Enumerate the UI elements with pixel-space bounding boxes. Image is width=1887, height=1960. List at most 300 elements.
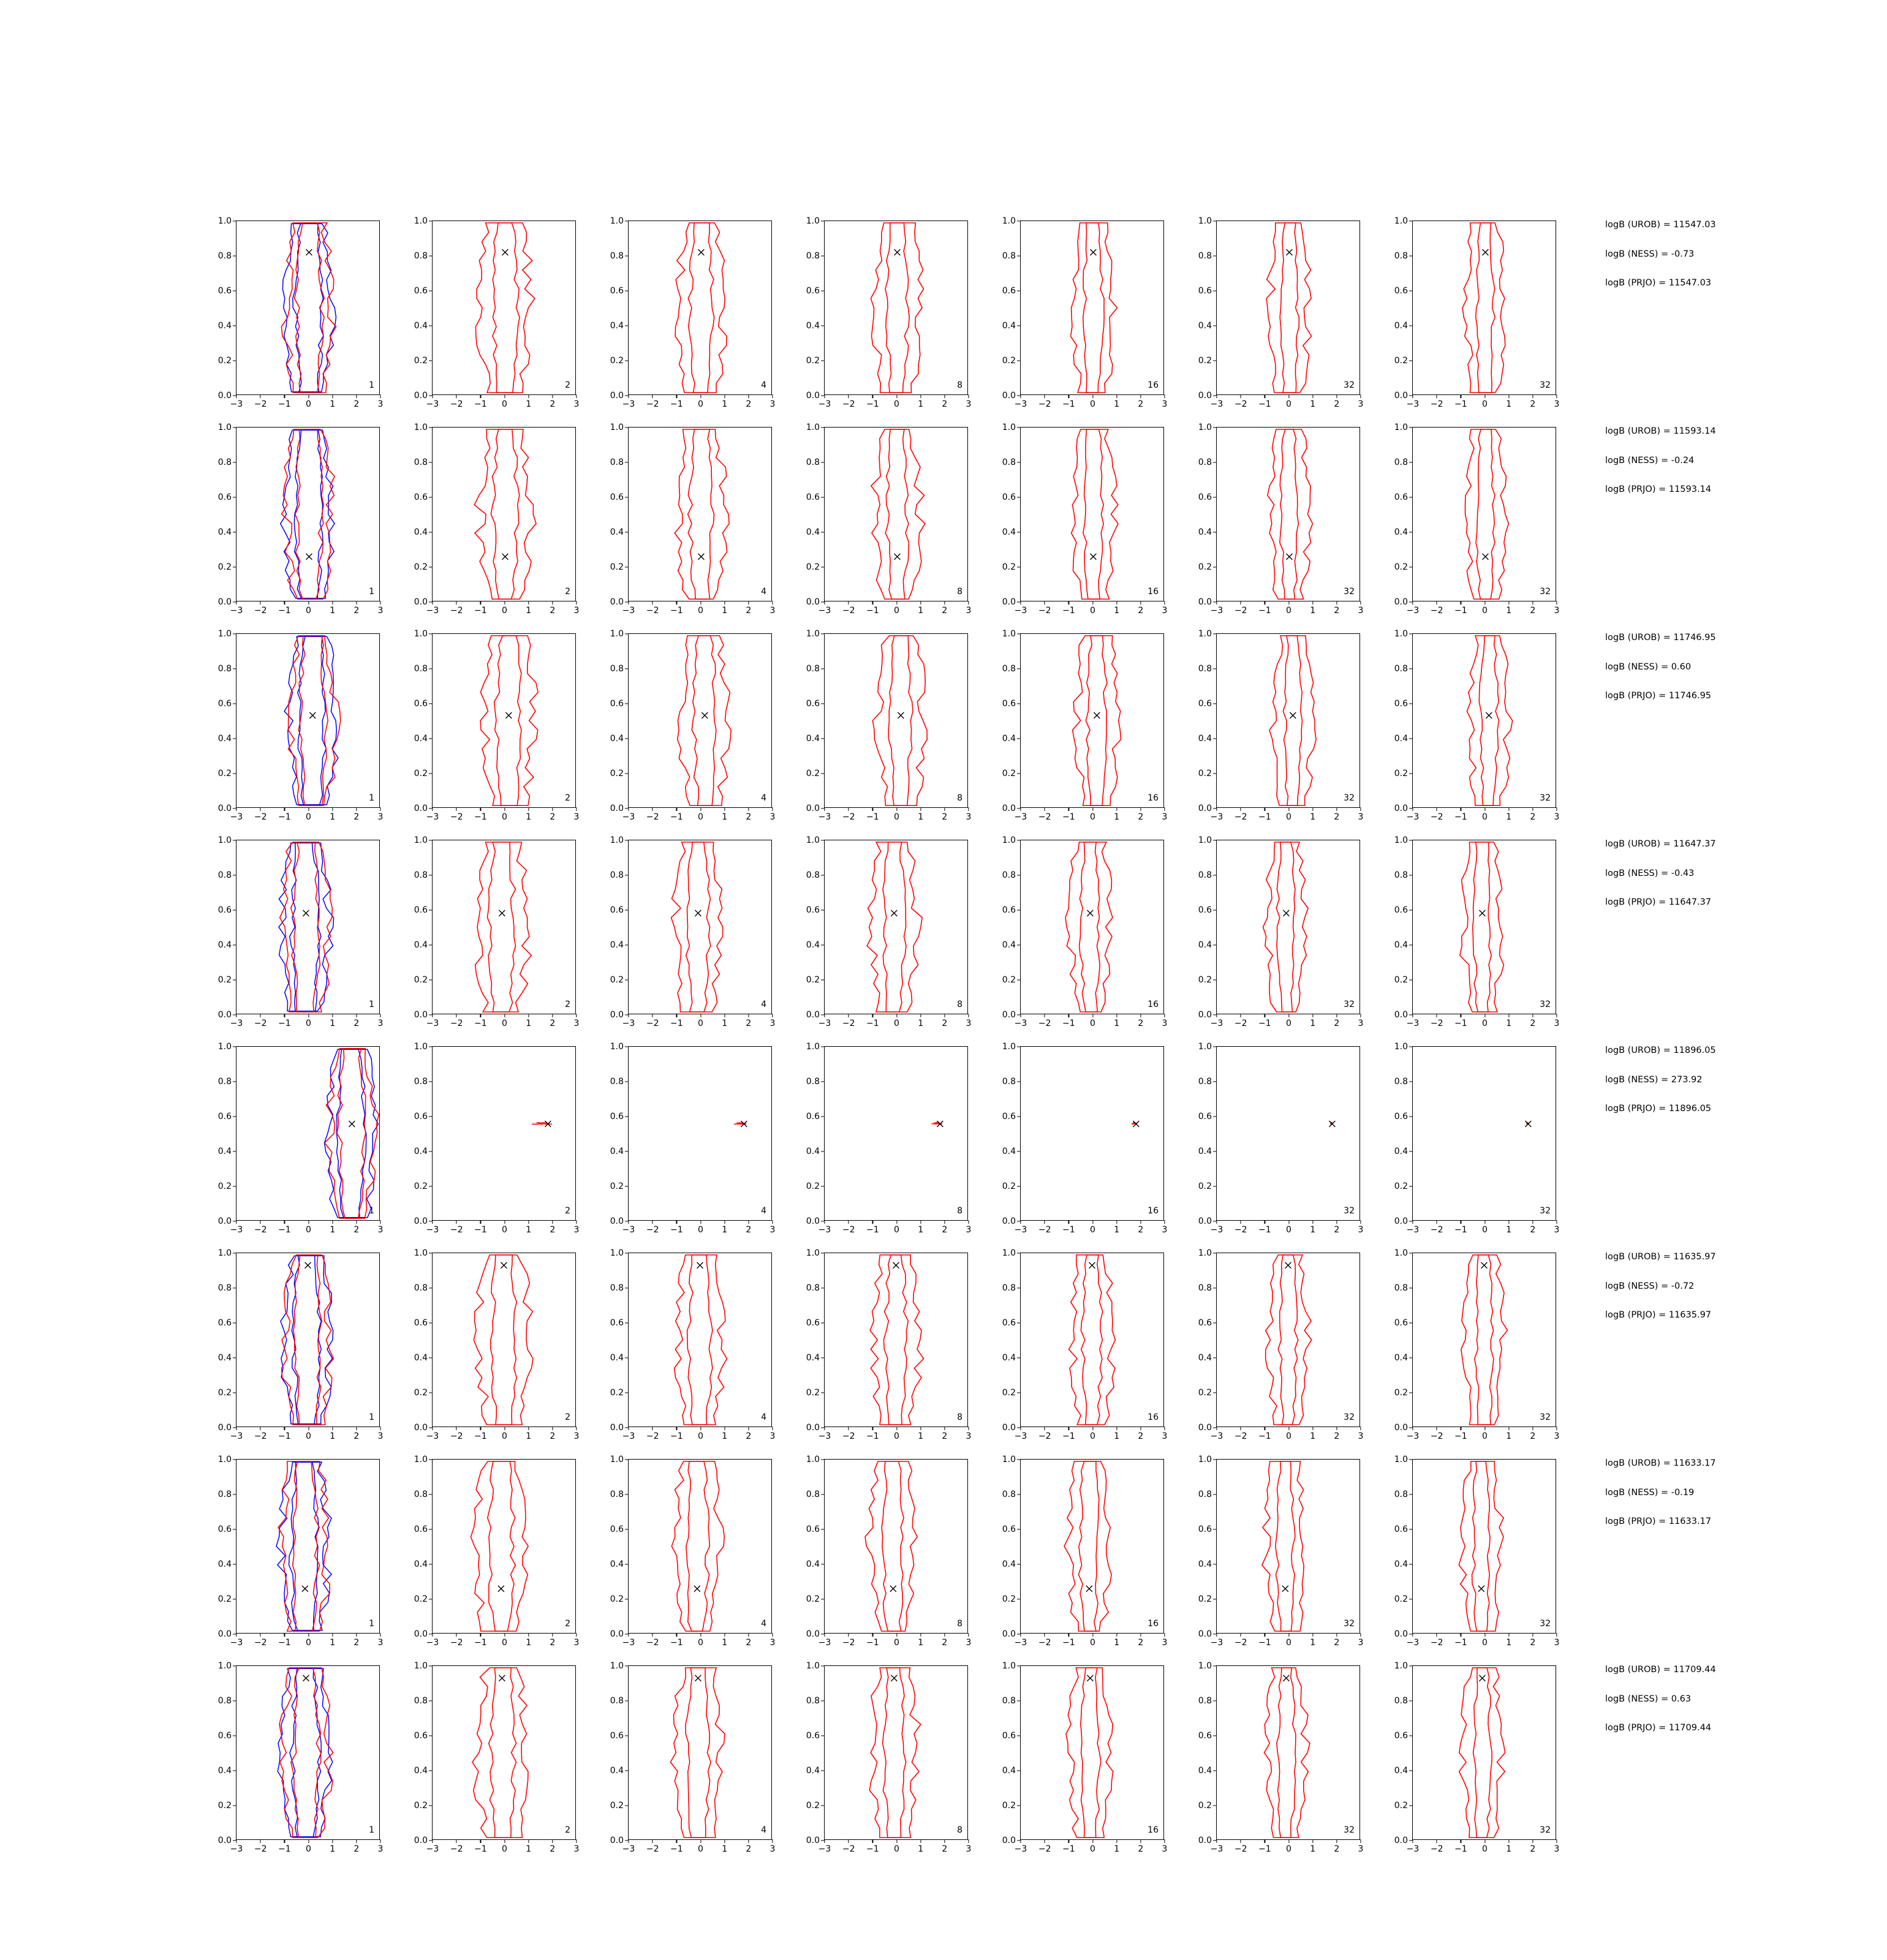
x-tick-label: −3 [426, 1431, 439, 1441]
panel-index-label: 32 [1540, 587, 1551, 597]
x-tick-mark [1336, 1220, 1337, 1224]
contour-axes[interactable] [806, 1248, 972, 1441]
y-tick-label: 0.2 [1394, 1388, 1408, 1398]
y-tick-label: 0.8 [610, 870, 624, 880]
subplot-cell [1378, 1455, 1560, 1648]
x-tick-mark [504, 1633, 505, 1637]
contour-axes[interactable] [1198, 1248, 1364, 1441]
x-tick-label: 1 [1114, 399, 1120, 409]
x-tick-label: 1 [330, 812, 336, 822]
y-tick-label: 0.6 [806, 1525, 820, 1534]
y-tick-label: 1.0 [1394, 629, 1408, 639]
x-tick-label: −1 [866, 1638, 879, 1648]
x-tick-mark [1092, 1427, 1093, 1430]
contour-axes[interactable] [217, 835, 384, 1028]
x-tick-label: 0 [1286, 1225, 1291, 1235]
x-tick-mark [332, 1220, 333, 1224]
x-tick-label: 3 [770, 1844, 776, 1854]
y-tick-label: 0.6 [1394, 286, 1408, 296]
subplot-cell [398, 835, 580, 1028]
contour-axes[interactable] [1198, 423, 1364, 616]
x-tick-mark [1092, 1839, 1093, 1843]
y-tick-label: 0.4 [1394, 1147, 1408, 1156]
x-tick-mark [1484, 1427, 1485, 1430]
contour-axes[interactable] [1394, 835, 1560, 1028]
y-tick-label: 0.8 [414, 1696, 428, 1706]
x-tick-mark [1116, 1839, 1117, 1843]
y-tick-label: 0.4 [1002, 1766, 1016, 1776]
x-tick-mark [356, 1427, 357, 1430]
x-tick-label: 1 [1506, 812, 1512, 822]
x-tick-label: −1 [1454, 1431, 1467, 1441]
contour-axes[interactable] [610, 423, 776, 616]
x-tick-mark [1164, 1427, 1165, 1430]
y-tick-label: 0.0 [217, 1629, 232, 1639]
x-tick-mark [1116, 601, 1117, 605]
x-tick-mark [724, 1839, 725, 1843]
y-tick-label: 0.6 [1002, 905, 1016, 915]
contour-axes[interactable] [1198, 629, 1364, 822]
x-tick-label: −1 [1062, 1844, 1075, 1854]
x-tick-label: 0 [502, 1638, 507, 1648]
row-annotations [1605, 633, 1887, 721]
y-tick-label: 0.0 [1394, 1836, 1408, 1845]
x-tick-label: 0 [306, 399, 311, 409]
x-tick-mark [1336, 394, 1337, 398]
contour-axes[interactable] [806, 1042, 972, 1235]
y-tick-label: 0.0 [414, 804, 428, 813]
x-tick-mark [1216, 1220, 1217, 1224]
contour-axes[interactable] [217, 1455, 384, 1648]
contour-axes[interactable] [1198, 216, 1364, 409]
x-tick-mark [284, 1427, 285, 1430]
annotation-text: logB (NESS) = -0.72 [1605, 1281, 1695, 1291]
x-tick-label: −3 [622, 606, 635, 616]
x-tick-mark [1508, 1839, 1509, 1843]
x-tick-label: 3 [377, 606, 384, 616]
x-tick-mark [872, 1014, 873, 1017]
x-tick-label: −2 [646, 1019, 659, 1028]
x-tick-mark [284, 394, 285, 398]
y-tick-label: 0.0 [610, 1216, 624, 1226]
x-tick-label: 3 [573, 1431, 580, 1441]
x-tick-mark [1336, 807, 1337, 811]
subplot-cell [398, 216, 580, 409]
x-tick-label: −1 [474, 1638, 487, 1648]
x-tick-label: 3 [1162, 1638, 1168, 1648]
x-tick-label: 3 [770, 399, 776, 409]
contour-axes[interactable] [806, 1455, 972, 1648]
y-tick-label: 0.6 [610, 1318, 624, 1328]
x-tick-mark [872, 394, 873, 398]
x-tick-label: −2 [1234, 1019, 1247, 1028]
contour-axes[interactable] [1002, 1661, 1168, 1854]
y-tick-label: 0.8 [1198, 1283, 1212, 1293]
contour-axes[interactable] [1198, 1042, 1364, 1235]
truth-marker-x [891, 1675, 897, 1681]
contour-axes[interactable] [1002, 1248, 1168, 1441]
panel-index-label: 32 [1344, 1412, 1355, 1422]
x-tick-mark [356, 601, 357, 605]
x-tick-label: 1 [1506, 1844, 1512, 1854]
subplot-cell [398, 1455, 580, 1648]
contour-axes[interactable] [1394, 629, 1560, 822]
contour-axes[interactable] [1394, 1042, 1560, 1235]
x-tick-label: 1 [330, 1225, 336, 1235]
x-tick-mark [920, 1633, 921, 1637]
x-tick-mark [308, 1014, 309, 1017]
panel-index-label: 8 [957, 380, 962, 390]
x-tick-mark [748, 1220, 749, 1224]
x-tick-label: 3 [1162, 812, 1168, 822]
x-tick-mark [1412, 807, 1413, 811]
x-tick-label: 0 [1090, 1431, 1095, 1441]
x-tick-label: 1 [330, 399, 336, 409]
x-tick-label: −1 [278, 1844, 291, 1854]
y-tick-label: 0.6 [1394, 1731, 1408, 1741]
y-tick-label: 1.0 [806, 835, 820, 845]
x-tick-mark [332, 394, 333, 398]
subplot-cell [202, 629, 384, 822]
x-tick-label: 2 [354, 1225, 360, 1235]
x-tick-mark [628, 1633, 629, 1637]
y-tick-label: 0.4 [610, 734, 624, 744]
annotation-text: logB (NESS) = 273.92 [1605, 1074, 1703, 1085]
contour-axes[interactable] [1394, 216, 1560, 409]
y-tick-label: 0.8 [1394, 1283, 1408, 1293]
contour-axes[interactable] [414, 1455, 580, 1648]
x-tick-mark [1336, 1427, 1337, 1430]
contour-axes[interactable] [806, 423, 972, 616]
x-tick-label: 0 [1090, 812, 1095, 822]
x-tick-mark [824, 1220, 825, 1224]
x-tick-label: −1 [670, 606, 683, 616]
x-tick-mark [1092, 1014, 1093, 1017]
x-tick-label: 2 [942, 1638, 948, 1648]
x-tick-mark [260, 1633, 261, 1637]
x-tick-mark [1360, 601, 1361, 605]
x-tick-label: 0 [1482, 399, 1488, 409]
panel-index-label: 32 [1540, 1000, 1551, 1009]
x-tick-label: −3 [818, 1019, 831, 1028]
x-tick-mark [1360, 394, 1361, 398]
subplot-cell [594, 216, 776, 409]
x-tick-label: −2 [1234, 1431, 1247, 1441]
contour-lines [629, 840, 771, 1014]
x-tick-mark [308, 1633, 309, 1637]
x-tick-mark [748, 601, 749, 605]
contour-axes[interactable] [806, 629, 972, 822]
x-tick-label: −3 [230, 606, 243, 616]
x-tick-mark [1068, 1427, 1069, 1430]
contour-axes[interactable] [217, 1248, 384, 1441]
x-tick-label: −1 [1258, 399, 1271, 409]
x-tick-label: 0 [502, 1431, 507, 1441]
subplot-cell [202, 835, 384, 1028]
contour-axes[interactable] [217, 1042, 384, 1235]
panel-index-label: 2 [565, 1206, 570, 1216]
contour-lines [825, 221, 967, 394]
row-annotations [1605, 1253, 1887, 1340]
x-tick-mark [700, 394, 701, 398]
x-tick-label: −2 [254, 606, 267, 616]
x-tick-mark [1484, 1633, 1485, 1637]
contour-axes[interactable] [610, 1661, 776, 1854]
contour-axes[interactable] [1198, 1661, 1364, 1854]
contour-lines [629, 1253, 771, 1427]
x-tick-mark [480, 394, 481, 398]
y-tick-label: 0.8 [1394, 1490, 1408, 1499]
contour-axes[interactable] [610, 1042, 776, 1235]
x-tick-label: 0 [502, 1225, 507, 1235]
y-tick-label: 0.8 [806, 251, 820, 261]
contour-axes[interactable] [414, 423, 580, 616]
x-tick-mark [528, 1220, 529, 1224]
x-tick-label: −3 [622, 399, 635, 409]
contour-axes[interactable] [1002, 216, 1168, 409]
x-tick-mark [260, 1839, 261, 1843]
x-tick-label: 0 [1482, 812, 1488, 822]
x-tick-label: −2 [254, 399, 267, 409]
contour-axes[interactable] [610, 835, 776, 1028]
y-tick-label: 0.2 [414, 1801, 428, 1811]
subplot-cell [398, 629, 580, 822]
x-tick-label: 2 [354, 1019, 360, 1028]
x-tick-mark [1412, 394, 1413, 398]
contour-axes[interactable] [414, 629, 580, 822]
y-tick-label: 0.2 [1394, 769, 1408, 778]
truth-marker-x [501, 1262, 507, 1268]
x-tick-mark [676, 1839, 677, 1843]
x-tick-mark [676, 1427, 677, 1430]
contour-axes[interactable] [1002, 423, 1168, 616]
x-tick-mark [772, 1839, 773, 1843]
x-tick-label: 1 [722, 812, 728, 822]
contour-axes[interactable] [1002, 1455, 1168, 1648]
y-tick-label: 0.8 [1394, 870, 1408, 880]
x-tick-mark [652, 1014, 653, 1017]
x-tick-label: −2 [646, 1225, 659, 1235]
x-tick-label: −1 [1454, 1638, 1467, 1648]
x-tick-mark [1312, 1633, 1313, 1637]
contour-axes[interactable] [217, 1661, 384, 1854]
x-tick-label: −1 [866, 812, 879, 822]
y-tick-label: 0.2 [1002, 1182, 1016, 1191]
y-tick-label: 0.0 [610, 391, 624, 401]
contour-lines [1217, 840, 1359, 1014]
x-tick-label: 3 [1358, 606, 1364, 616]
y-tick-label: 0.2 [217, 1801, 232, 1811]
x-tick-label: 2 [746, 606, 752, 616]
y-tick-label: 0.4 [217, 1147, 232, 1156]
contour-axes[interactable] [806, 835, 972, 1028]
x-tick-label: 1 [722, 1638, 728, 1648]
truth-marker-x [1282, 1586, 1288, 1592]
contour-lines [629, 634, 771, 807]
contour-axes[interactable] [414, 1248, 580, 1441]
x-tick-label: −3 [230, 1638, 243, 1648]
x-tick-label: −1 [670, 1844, 683, 1854]
x-tick-label: 3 [770, 1638, 776, 1648]
x-tick-mark [432, 1633, 433, 1637]
y-tick-label: 0.0 [1198, 1423, 1212, 1433]
y-tick-label: 0.4 [1198, 940, 1212, 950]
contour-axes[interactable] [217, 629, 384, 822]
x-tick-mark [1556, 807, 1557, 811]
contour-axes[interactable] [610, 1455, 776, 1648]
subplot-cell [594, 1042, 776, 1235]
x-tick-mark [628, 1427, 629, 1430]
y-tick-label: 0.8 [1198, 664, 1212, 674]
contour-axes[interactable] [806, 216, 972, 409]
y-tick-label: 1.0 [1394, 216, 1408, 226]
panel-index-label: 16 [1148, 1825, 1159, 1835]
contour-lines [825, 1460, 967, 1633]
truth-marker-x [303, 1675, 309, 1681]
annotation-text: logB (PRJO) = 11746.95 [1605, 691, 1712, 701]
x-tick-label: −2 [842, 1431, 855, 1441]
x-tick-label: 3 [377, 399, 384, 409]
contour-axes[interactable] [610, 216, 776, 409]
x-tick-mark [1412, 1220, 1413, 1224]
contour-lines [1021, 1253, 1163, 1427]
panel-index-label: 32 [1344, 587, 1355, 597]
x-tick-mark [968, 1839, 969, 1843]
y-tick-label: 0.2 [1198, 1801, 1212, 1811]
y-tick-label: 0.0 [414, 391, 428, 401]
x-tick-mark [724, 807, 725, 811]
contour-axes[interactable] [414, 835, 580, 1028]
contour-lines [236, 634, 379, 807]
contour-axes[interactable] [1198, 835, 1364, 1028]
contour-axes[interactable] [806, 1661, 972, 1854]
x-tick-mark [552, 1427, 553, 1430]
panel-index-label: 1 [369, 380, 374, 390]
contour-axes[interactable] [1198, 1455, 1364, 1648]
x-tick-label: −3 [1406, 1638, 1420, 1648]
x-tick-mark [1336, 1014, 1337, 1017]
y-tick-label: 0.8 [1394, 251, 1408, 261]
y-tick-label: 0.2 [1198, 562, 1212, 572]
contour-axes[interactable] [217, 216, 384, 409]
y-tick-label: 0.8 [1198, 1696, 1212, 1706]
contour-axes[interactable] [414, 1661, 580, 1854]
truth-marker-x [1283, 910, 1289, 916]
panel-index-label: 16 [1148, 1619, 1159, 1629]
y-tick-label: 0.0 [1394, 1629, 1408, 1639]
y-tick-label: 0.2 [217, 562, 232, 572]
y-tick-label: 0.6 [806, 1112, 820, 1121]
contour-axes[interactable] [414, 216, 580, 409]
contour-lines [629, 221, 771, 394]
y-tick-label: 0.8 [414, 664, 428, 674]
panel-index-label: 2 [565, 380, 570, 390]
contour-axes[interactable] [1002, 835, 1168, 1028]
truth-marker-x [306, 249, 312, 255]
y-tick-label: 0.8 [217, 1490, 232, 1499]
contour-axes[interactable] [1394, 1661, 1560, 1854]
x-tick-mark [700, 1220, 701, 1224]
x-tick-label: −1 [1062, 606, 1075, 616]
contour-lines [433, 1460, 575, 1633]
x-tick-label: −3 [1406, 1844, 1420, 1854]
contour-axes[interactable] [217, 423, 384, 616]
y-tick-label: 0.2 [414, 1594, 428, 1604]
y-tick-label: 1.0 [1394, 1042, 1408, 1052]
x-tick-mark [1068, 1220, 1069, 1224]
y-tick-label: 0.8 [806, 664, 820, 674]
contour-axes[interactable] [1002, 629, 1168, 822]
panel-index-label: 4 [761, 1206, 766, 1216]
contour-axes[interactable] [1394, 423, 1560, 616]
x-tick-label: 2 [1530, 1638, 1536, 1648]
y-tick-label: 0.2 [806, 1388, 820, 1398]
x-tick-mark [872, 1427, 873, 1430]
truth-marker-x [1285, 1262, 1291, 1268]
x-tick-mark [456, 394, 457, 398]
x-tick-label: −3 [230, 1431, 243, 1441]
x-tick-mark [968, 601, 969, 605]
x-tick-mark [456, 601, 457, 605]
panel-index-label: 1 [369, 1619, 374, 1629]
x-tick-mark [1508, 1220, 1509, 1224]
y-tick-label: 1.0 [217, 1248, 232, 1258]
x-tick-mark [896, 807, 897, 811]
x-tick-mark [260, 601, 261, 605]
y-tick-label: 1.0 [414, 1042, 428, 1052]
contour-axes[interactable] [610, 1248, 776, 1441]
y-tick-label: 1.0 [414, 423, 428, 432]
panel-index-label: 16 [1148, 1412, 1159, 1422]
contour-axes[interactable] [1394, 1248, 1560, 1441]
x-tick-label: 3 [966, 1225, 972, 1235]
x-tick-label: −3 [230, 812, 243, 822]
y-tick-label: 0.8 [1002, 664, 1016, 674]
truth-marker-x [499, 1675, 505, 1681]
panel-index-label: 8 [957, 1825, 962, 1835]
x-tick-mark [1336, 1633, 1337, 1637]
x-tick-mark [284, 601, 285, 605]
contour-axes[interactable] [1394, 1455, 1560, 1648]
x-tick-label: 2 [746, 1225, 752, 1235]
y-tick-label: 0.4 [806, 1147, 820, 1156]
x-tick-label: 0 [698, 812, 703, 822]
contour-lines [433, 634, 575, 807]
contour-axes[interactable] [1002, 1042, 1168, 1235]
x-tick-mark [1556, 1220, 1557, 1224]
x-tick-label: 3 [966, 1019, 972, 1028]
x-tick-label: −3 [230, 1225, 243, 1235]
contour-lines [1021, 1666, 1163, 1839]
y-tick-label: 0.0 [414, 1216, 428, 1226]
x-tick-mark [896, 394, 897, 398]
annotation-text: logB (UROB) = 11633.17 [1605, 1458, 1716, 1468]
panel-index-label: 1 [369, 1000, 374, 1009]
x-tick-mark [968, 1633, 969, 1637]
contour-axes[interactable] [610, 629, 776, 822]
panel-index-label: 2 [565, 793, 570, 803]
x-tick-mark [1216, 394, 1217, 398]
x-tick-label: 1 [722, 1844, 728, 1854]
x-tick-label: −2 [1430, 1844, 1443, 1854]
x-tick-mark [1068, 601, 1069, 605]
x-tick-mark [432, 394, 433, 398]
contour-lines [825, 1666, 967, 1839]
y-tick-label: 0.2 [1198, 1388, 1212, 1398]
contour-axes[interactable] [414, 1042, 580, 1235]
x-tick-label: 2 [942, 606, 948, 616]
x-tick-mark [1312, 1839, 1313, 1843]
